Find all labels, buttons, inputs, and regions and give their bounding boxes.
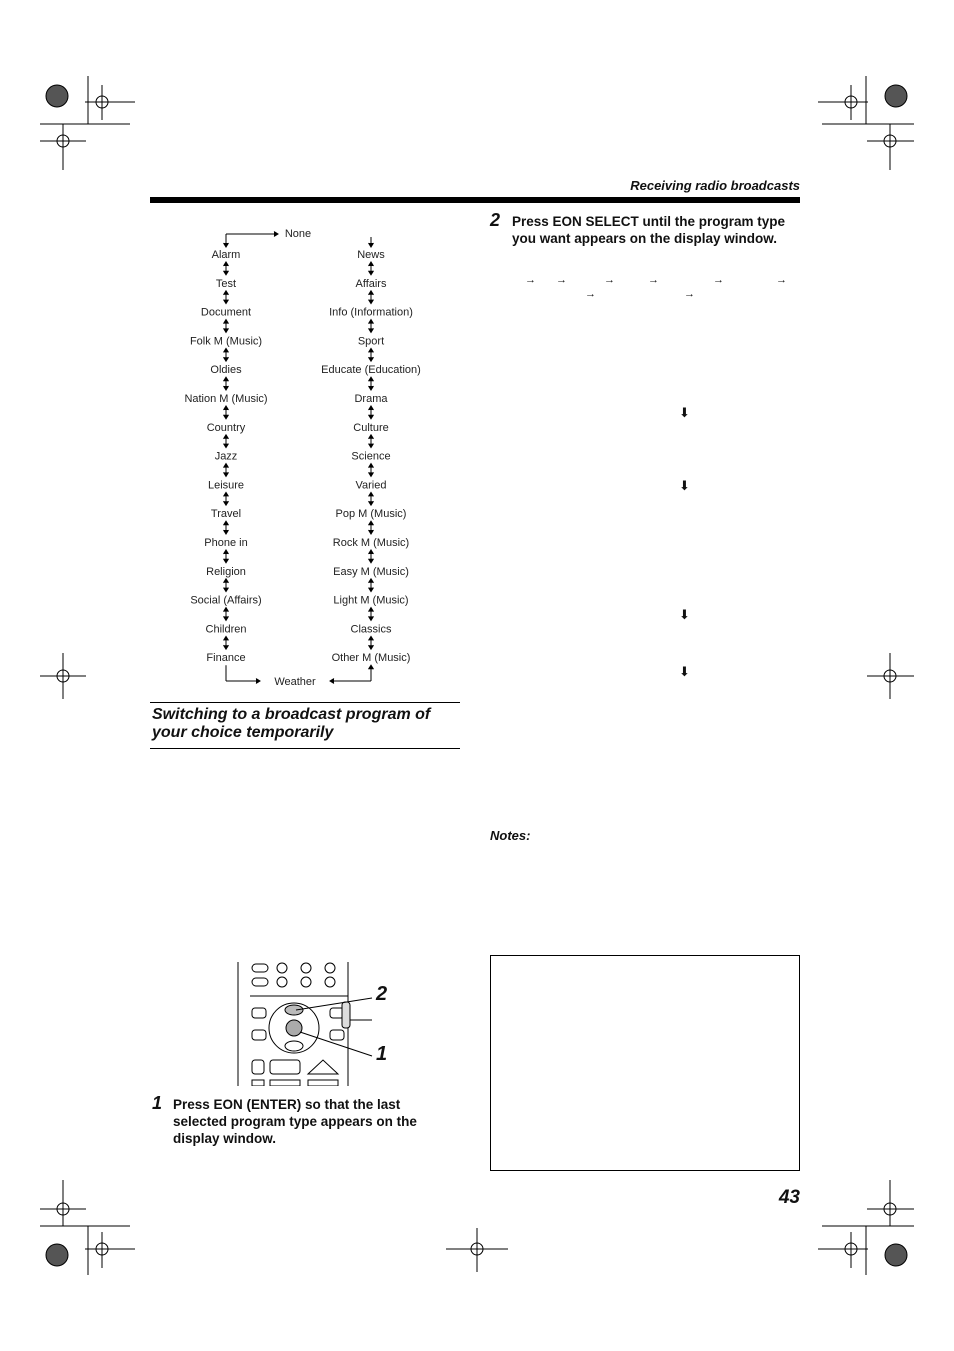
program-type-right-7: Science bbox=[351, 450, 391, 463]
program-type-left-3: Folk M (Music) bbox=[189, 335, 263, 348]
program-type-left-13: Children bbox=[205, 623, 247, 636]
program-type-right-13: Classics bbox=[350, 623, 392, 636]
sequence-arrow-icon: → bbox=[525, 274, 536, 286]
program-type-left-11: Religion bbox=[206, 565, 246, 578]
program-type-left-12: Social (Affairs) bbox=[190, 594, 262, 607]
step-2-number: 2 bbox=[490, 210, 501, 230]
program-type-right-8: Varied bbox=[355, 479, 387, 492]
program-type-left-2: Document bbox=[200, 306, 252, 319]
down-arrow-icon: ⬇ bbox=[679, 607, 690, 622]
notes-label: Notes: bbox=[490, 828, 531, 843]
program-type-left-10: Phone in bbox=[204, 537, 248, 549]
sequence-arrow-icon: → bbox=[585, 288, 596, 300]
remote-control-illustration bbox=[230, 958, 430, 1086]
sequence-arrow-icon: → bbox=[604, 274, 615, 286]
sequence-arrow-icon: → bbox=[648, 274, 659, 286]
program-type-right-0: News bbox=[357, 249, 385, 261]
program-type-left-6: Country bbox=[206, 421, 246, 434]
program-type-diagram bbox=[150, 215, 460, 695]
running-header: Receiving radio broadcasts bbox=[630, 178, 800, 193]
program-type-left-8: Leisure bbox=[207, 479, 245, 492]
program-type-right-12: Light M (Music) bbox=[333, 594, 409, 607]
program-type-right-6: Culture bbox=[353, 421, 389, 434]
program-type-left-5: Nation M (Music) bbox=[184, 393, 268, 405]
program-type-left-14: Finance bbox=[206, 652, 246, 665]
program-type-right-2: Info (Information) bbox=[329, 306, 413, 319]
step-1-text: Press EON (ENTER) so that the last selected program type appears on the display window. bbox=[173, 1097, 417, 1146]
program-type-right-1: Affairs bbox=[355, 277, 387, 290]
down-arrow-icon: ⬇ bbox=[679, 664, 690, 679]
section-title: Switching to a broadcast program of your choice temporarily bbox=[152, 706, 431, 741]
program-type-left-1: Test bbox=[215, 277, 237, 290]
step-1-number: 1 bbox=[152, 1093, 163, 1113]
program-type-left-7: Jazz bbox=[214, 450, 238, 463]
program-type-right-10: Rock M (Music) bbox=[332, 537, 410, 549]
down-arrow-icon: ⬇ bbox=[679, 478, 690, 493]
sequence-arrow-icon: → bbox=[684, 288, 695, 300]
down-arrow-icon: ⬇ bbox=[679, 405, 690, 420]
program-type-left-9: Travel bbox=[210, 508, 242, 521]
header-rule bbox=[150, 197, 800, 203]
sequence-arrow-icon: → bbox=[776, 274, 787, 286]
step-2-text: Press EON SELECT until the program type you want appears on the display window. bbox=[512, 214, 786, 246]
program-type-right-9: Pop M (Music) bbox=[335, 508, 407, 521]
sequence-arrow-icon: → bbox=[713, 274, 724, 286]
program-type-right-14: Other M (Music) bbox=[331, 652, 411, 665]
program-type-right-3: Sport bbox=[357, 335, 385, 348]
program-type-right-11: Easy M (Music) bbox=[333, 565, 409, 578]
program-type-top: None bbox=[284, 228, 312, 240]
program-type-left-4: Oldies bbox=[210, 364, 242, 377]
callout-1: 1 bbox=[376, 1043, 388, 1065]
info-box bbox=[490, 955, 800, 1171]
callout-2: 2 bbox=[376, 983, 388, 1005]
program-type-right-4: Educate (Education) bbox=[321, 364, 421, 377]
page-number: 43 bbox=[778, 1187, 800, 1208]
program-type-bottom: Weather bbox=[274, 676, 316, 688]
sequence-arrow-icon: → bbox=[556, 274, 567, 286]
program-type-left-0: Alarm bbox=[211, 249, 241, 261]
program-type-right-5: Drama bbox=[354, 393, 388, 405]
